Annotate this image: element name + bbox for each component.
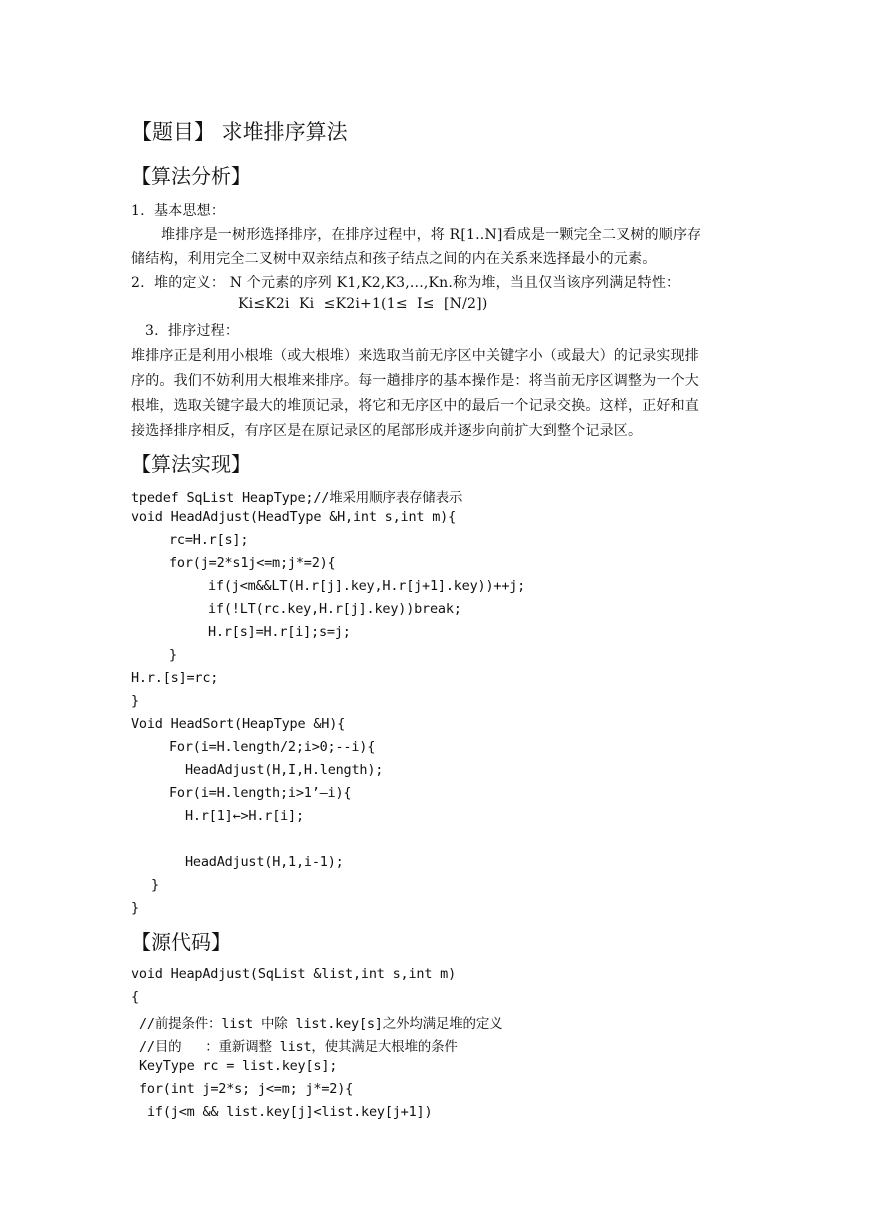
analysis-item-2-line-1: 2. 堆的定义： N 个元素的序列 K1,K2,K3,...,Kn.称为堆，当且仅当该序列满足特性：: [131, 275, 681, 291]
impl-code-line: tpedef SqList HeapType;//堆采用顺序表存储表示: [131, 490, 463, 506]
impl-code-line: if(!LT(rc.key,H.r[j].key))break;: [208, 601, 462, 617]
source-code-line: void HeapAdjust(SqList &list,int s,int m): [131, 966, 457, 982]
impl-code-line: }: [131, 693, 139, 709]
impl-code-line: H.r[s]=H.r[i];s=j;: [208, 624, 351, 640]
analysis-item-3-line-3: 根堆，选取关键字最大的堆顶记录，将它和无序区中的最后一个记录交换。这样，正好和直: [131, 398, 699, 414]
impl-code-line: H.r[1]←>H.r[i];: [185, 808, 304, 824]
analysis-item-3-line-4: 接选择排序相反，有序区是在原记录区的尾部形成并逐步向前扩大到整个记录区。: [131, 423, 643, 439]
impl-code-line: }: [169, 647, 177, 663]
impl-code-line: }: [151, 877, 159, 893]
impl-code-line: if(j<m&&LT(H.r[j].key,H.r[j+1].key))++j;: [208, 578, 526, 594]
impl-code-line: void HeadAdjust(HeadType &H,int s,int m){: [131, 509, 457, 525]
impl-code-line: }: [131, 900, 139, 916]
analysis-item-2-formula: Ki≤K2i Ki ≤K2i+1(1≤ I≤ [N/2]): [238, 296, 488, 312]
section-heading-source: 【源代码】: [131, 930, 231, 954]
impl-code-line: For(i=H.length/2;i>0;--i){: [169, 739, 376, 755]
section-heading-implementation: 【算法实现】: [131, 452, 251, 476]
source-code-line: //目的 ：重新调整 list，使其满足大根堆的条件: [139, 1039, 458, 1055]
impl-code-line: HeadAdjust(H,I,H.length);: [185, 762, 384, 778]
document-title: 【题目】 求堆排序算法: [131, 120, 348, 144]
source-code-line: if(j<m && list.key[j]<list.key[j+1]): [147, 1104, 433, 1120]
section-heading-analysis: 【算法分析】: [131, 164, 251, 188]
impl-code-line: rc=H.r[s];: [169, 532, 249, 548]
analysis-item-3-line-1: 堆排序正是利用小根堆（或大根堆）来选取当前无序区中关键字小（或最大）的记录实现排: [131, 348, 699, 364]
analysis-item-1-line-2: 储结构，利用完全二叉树中双亲结点和孩子结点之间的内在关系来选择最小的元素。: [131, 251, 657, 267]
source-code-line: for(int j=2*s; j<=m; j*=2){: [139, 1081, 354, 1097]
analysis-item-3-line-2: 序的。我们不妨利用大根堆来排序。每一趟排序的基本操作是：将当前无序区调整为一个大: [131, 373, 699, 389]
impl-code-line: HeadAdjust(H,1,i-1);: [185, 854, 344, 870]
impl-code-line: For(i=H.length;i>1’—i){: [169, 785, 352, 801]
analysis-item-3-label: 3. 排序过程：: [145, 323, 240, 339]
source-code-line: //前提条件：list 中除 list.key[s]之外均满足堆的定义: [139, 1016, 503, 1032]
source-code-line: KeyType rc = list.key[s];: [139, 1058, 338, 1074]
impl-code-line: for(j=2*s1j<=m;j*=2){: [169, 555, 336, 571]
analysis-item-1-label: 1. 基本思想：: [131, 203, 226, 219]
source-code-line: {: [131, 989, 139, 1005]
impl-code-line: Void HeadSort(HeapType &H){: [131, 716, 346, 732]
impl-code-line: H.r.[s]=rc;: [131, 670, 219, 686]
analysis-item-1-line-1: 堆排序是一树形选择排序，在排序过程中，将 R[1..N]看成是一颗完全二叉树的顺序存: [161, 227, 702, 243]
